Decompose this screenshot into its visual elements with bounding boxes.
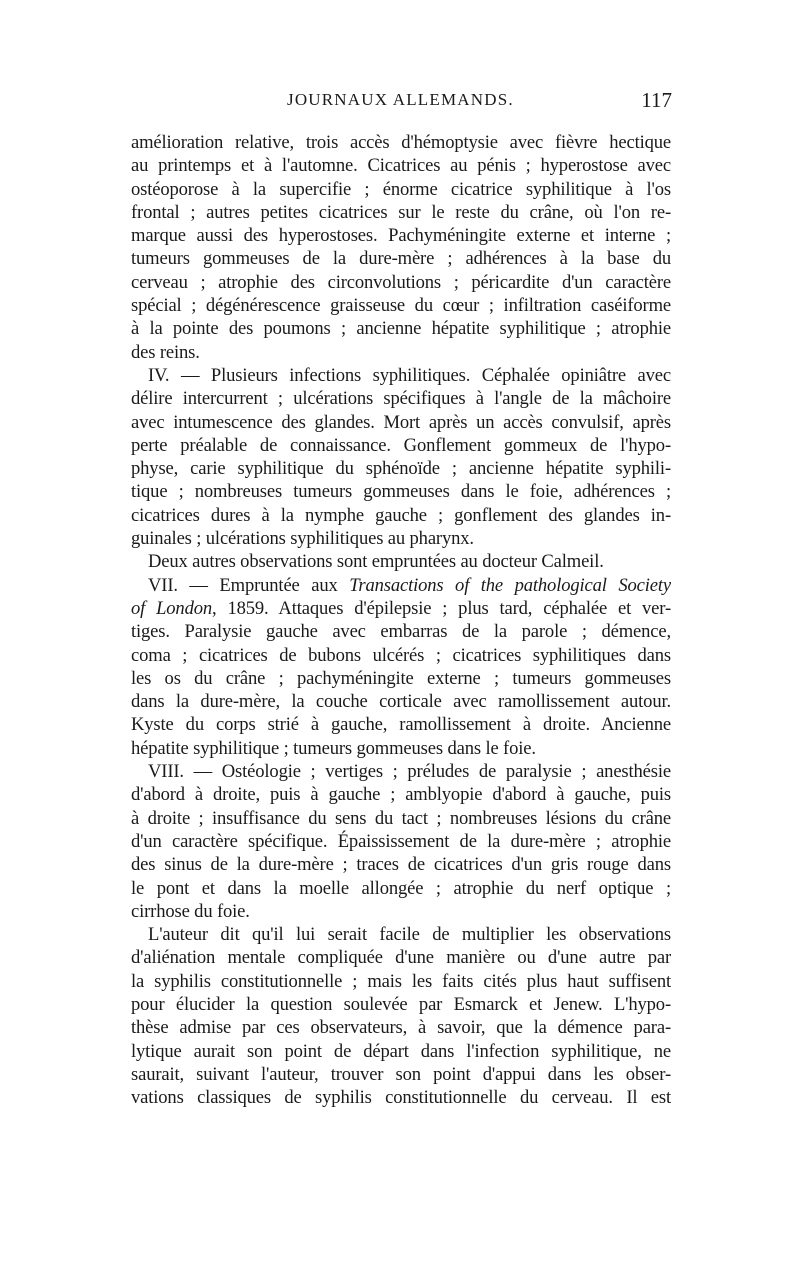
text-line (131, 527, 671, 550)
text-line-content: le pont et dans la moelle allongée ; atrophie du nerf optique ; (131, 877, 671, 899)
page-header (130, 90, 672, 118)
text-line (131, 574, 671, 597)
text-line-content: vations classiques de syphilis constitutionnelle du cerveau. Il est (131, 1087, 671, 1109)
text-line (131, 713, 671, 736)
text-line-content: perte préalable de connaissance. Gonflement gommeux de l'hypo- (131, 434, 671, 456)
text-line-content: frontal ; autres petites cicatrices sur le reste du crâne, où l'on re- (131, 201, 671, 223)
text-line (131, 341, 671, 364)
text-line (131, 550, 671, 573)
page-number: 117 (641, 88, 672, 112)
text-line (131, 364, 671, 387)
text-line-content: VII. — Empruntée aux (148, 574, 350, 596)
text-line-content: au printemps et à l'automne. Cicatrices au pénis ; hyperostose avec (131, 155, 671, 177)
text-line-content: d'un caractère spécifique. Épaississement de la dure-mère ; atrophie (131, 830, 671, 852)
text-line (131, 877, 671, 900)
text-line (131, 760, 671, 783)
text-line (131, 224, 671, 247)
text-line (131, 970, 671, 993)
text-line-content: IV. — Plusieurs infections syphilitiques. Céphalée opiniâtre avec (148, 364, 671, 386)
text-line-content: la syphilis constitutionnelle ; mais les faits cités plus haut suffisent (131, 970, 671, 992)
text-line (131, 457, 671, 480)
italic-title: of London (131, 597, 213, 619)
text-line (131, 667, 671, 690)
italic-title: Transactions of the pathological Society (349, 574, 671, 596)
text-line (131, 807, 671, 830)
text-line (131, 480, 671, 503)
text-line (131, 1086, 671, 1109)
text-line (131, 923, 671, 946)
text-line (131, 201, 671, 224)
text-line-content: d'abord à droite, puis à gauche ; amblyopie d'abord à gauche, puis (131, 784, 671, 806)
text-line (131, 597, 671, 620)
text-line-content: lytique aurait son point de départ dans l'infection syphilitique, ne (131, 1040, 671, 1062)
text-line (131, 1040, 671, 1063)
text-line-content: cicatrices dures à la nymphe gauche ; gonflement des glandes in- (131, 504, 671, 526)
text-line-content: marque aussi des hyperostoses. Pachyméningite externe et interne ; (131, 225, 671, 247)
text-line (131, 387, 671, 410)
text-line (131, 178, 671, 201)
text-line-content: d'aliénation mentale compliquée d'une manière ou d'une autre par (131, 947, 671, 969)
text-line-content: guinales ; ulcérations syphilitiques au pharynx. (131, 528, 474, 550)
running-title: JOURNAUX ALLEMANDS. (287, 90, 514, 109)
text-line-continuation: , 1859. Attaques d'épilepsie ; plus tard, céphalée et ver- (212, 597, 671, 619)
text-line-content: des sinus de la dure-mère ; traces de cicatrices d'un gris rouge dans (131, 854, 671, 876)
text-line-content: VIII. — Ostéologie ; vertiges ; préludes de paralysie ; anesthésie (148, 761, 671, 783)
text-line (131, 154, 671, 177)
text-line-content: avec intumescence des glandes. Mort après un accès convulsif, après (131, 411, 671, 433)
text-line-content: dans la dure-mère, la couche corticale avec ramollissement autour. (131, 691, 671, 713)
text-line (131, 131, 671, 154)
text-line (131, 644, 671, 667)
text-line (131, 1063, 671, 1086)
text-line (131, 620, 671, 643)
text-line-content: à la pointe des poumons ; ancienne hépatite syphilitique ; atrophie (131, 318, 671, 340)
body-text (131, 131, 671, 1109)
text-line-content: coma ; cicatrices de bubons ulcérés ; cicatrices syphilitiques dans (131, 644, 671, 666)
text-line-content: spécial ; dégénérescence graisseuse du cœur ; infiltration caséiforme (131, 295, 671, 317)
text-line (131, 737, 671, 760)
text-line-content: délire intercurrent ; ulcérations spécifiques à l'angle de la mâchoire (131, 388, 671, 410)
text-line (131, 504, 671, 527)
text-line-content: les os du crâne ; pachyméningite externe ; tumeurs gommeuses (131, 667, 671, 689)
text-line-content: tiges. Paralysie gauche avec embarras de la parole ; démence, (131, 621, 671, 643)
text-line (131, 853, 671, 876)
text-line (131, 271, 671, 294)
text-line (131, 317, 671, 340)
text-line (131, 1016, 671, 1039)
text-line (131, 434, 671, 457)
text-line-content: cerveau ; atrophie des circonvolutions ; péricardite d'un caractère (131, 271, 671, 293)
text-line (131, 690, 671, 713)
text-line (131, 247, 671, 270)
text-line-content: pour élucider la question soulevée par Esmarck et Jenew. L'hypo- (131, 993, 671, 1015)
text-line (131, 900, 671, 923)
text-line-content: hépatite syphilitique ; tumeurs gommeuses dans le foie. (131, 737, 536, 759)
text-line (131, 946, 671, 969)
text-line (131, 993, 671, 1016)
text-line-content: thèse admise par ces observateurs, à savoir, que la démence para- (131, 1017, 671, 1039)
text-line-content: des reins. (131, 341, 200, 363)
text-line (131, 783, 671, 806)
text-line-content: tumeurs gommeuses de la dure-mère ; adhérences à la base du (131, 248, 671, 270)
text-line (131, 294, 671, 317)
text-line-content: Kyste du corps strié à gauche, ramollissement à droite. Ancienne (131, 714, 671, 736)
text-line-content: cirrhose du foie. (131, 900, 250, 922)
text-line (131, 830, 671, 853)
text-line-content: tique ; nombreuses tumeurs gommeuses dans le foie, adhérences ; (131, 481, 671, 503)
text-line (131, 411, 671, 434)
text-line-content: L'auteur dit qu'il lui serait facile de multiplier les observations (148, 924, 671, 946)
text-line-content: saurait, suivant l'auteur, trouver son point d'appui dans les obser- (131, 1063, 671, 1085)
text-line-content: ostéoporose à la supercifie ; énorme cicatrice syphilitique à l'os (131, 178, 671, 200)
text-line-content: physe, carie syphilitique du sphénoïde ; ancienne hépatite syphili- (131, 458, 671, 480)
text-line-content: amélioration relative, trois accès d'hémoptysie avec fièvre hectique (131, 132, 671, 153)
text-line-content: Deux autres observations sont empruntées au docteur Calmeil. (148, 551, 604, 573)
text-line-content: à droite ; insuffisance du sens du tact ; nombreuses lésions du crâne (131, 807, 671, 829)
